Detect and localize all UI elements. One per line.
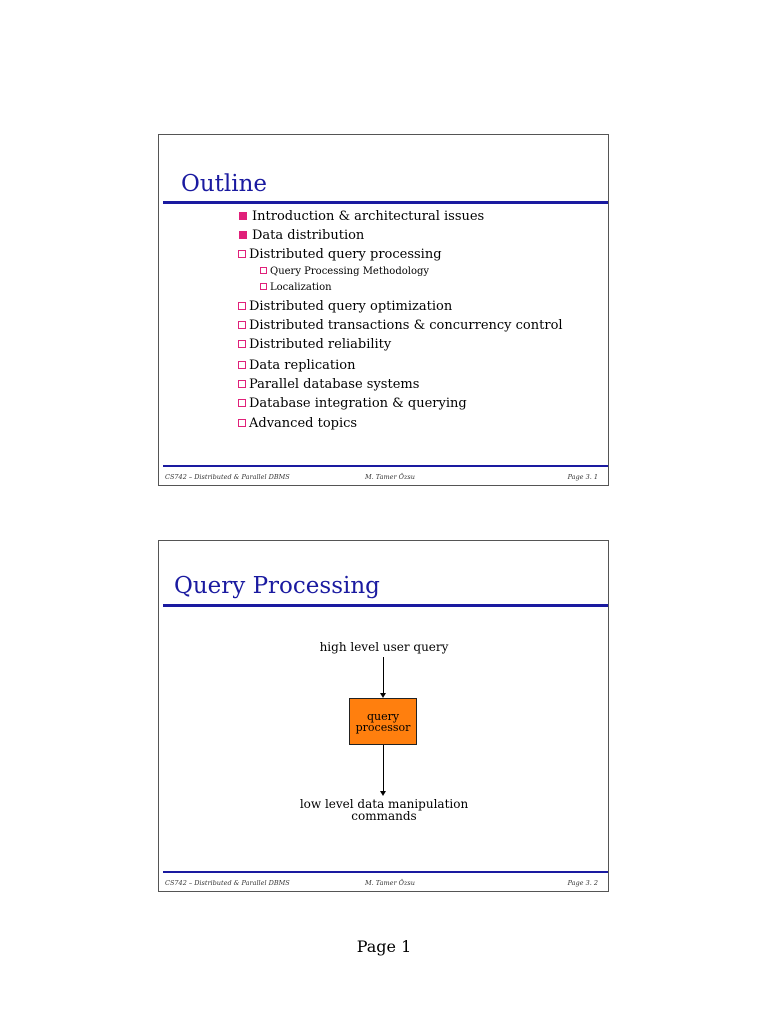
title-rule [163,201,608,204]
slide-footer [165,473,598,483]
bullet-item: Database integration & querying [238,396,467,411]
hollow-square-bullet-icon [238,321,246,329]
bullet-item: Advanced topics [238,416,357,431]
bullet-item: Distributed query processing [238,247,442,262]
hollow-square-bullet-icon [238,302,246,310]
filled-square-bullet-icon [239,231,247,239]
bullet-item: Introduction & architectural issues [238,209,484,224]
sub-bullet-item: Localization [260,282,332,294]
sub-bullet-item: Query Processing Methodology [260,266,429,278]
footer-author: M. Tamer Özsu [365,879,415,887]
footer-page: Page 3. 2 [567,879,598,887]
footer-course: CS742 – Distributed & Parallel DBMS [165,879,290,887]
hollow-square-bullet-icon [260,283,267,290]
footer-page: Page 3. 1 [567,473,598,481]
footer-rule [163,871,608,873]
footer-author: M. Tamer Özsu [365,473,415,481]
hollow-square-bullet-icon [238,419,246,427]
hollow-square-bullet-icon [238,250,246,258]
title-rule [163,604,608,607]
bullet-item: Distributed reliability [238,337,391,352]
slide-query-processing [158,540,609,892]
bullet-item: Data replication [238,358,355,373]
input-label: high level user query [319,640,449,654]
query-processor-box: query processor [349,698,417,745]
footer-course: CS742 – Distributed & Parallel DBMS [165,473,290,481]
output-label: low level data manipulation commands [299,797,469,823]
slide-outline [158,134,609,486]
bullet-item: Parallel database systems [238,377,419,392]
filled-square-bullet-icon [239,212,247,220]
slide-title: Outline [181,171,268,197]
hollow-square-bullet-icon [238,399,246,407]
page-number: Page 1 [356,937,412,956]
down-arrow-icon [383,745,384,792]
bullet-item: Data distribution [238,228,364,243]
hollow-square-bullet-icon [260,267,267,274]
hollow-square-bullet-icon [238,361,246,369]
hollow-square-bullet-icon [238,380,246,388]
slide-title: Query Processing [174,573,380,599]
footer-rule [163,465,608,467]
down-arrow-icon [383,657,384,694]
bullet-item: Distributed query optimization [238,299,452,314]
slide-footer [165,879,598,889]
hollow-square-bullet-icon [238,340,246,348]
bullet-item: Distributed transactions & concurrency control [238,318,563,333]
